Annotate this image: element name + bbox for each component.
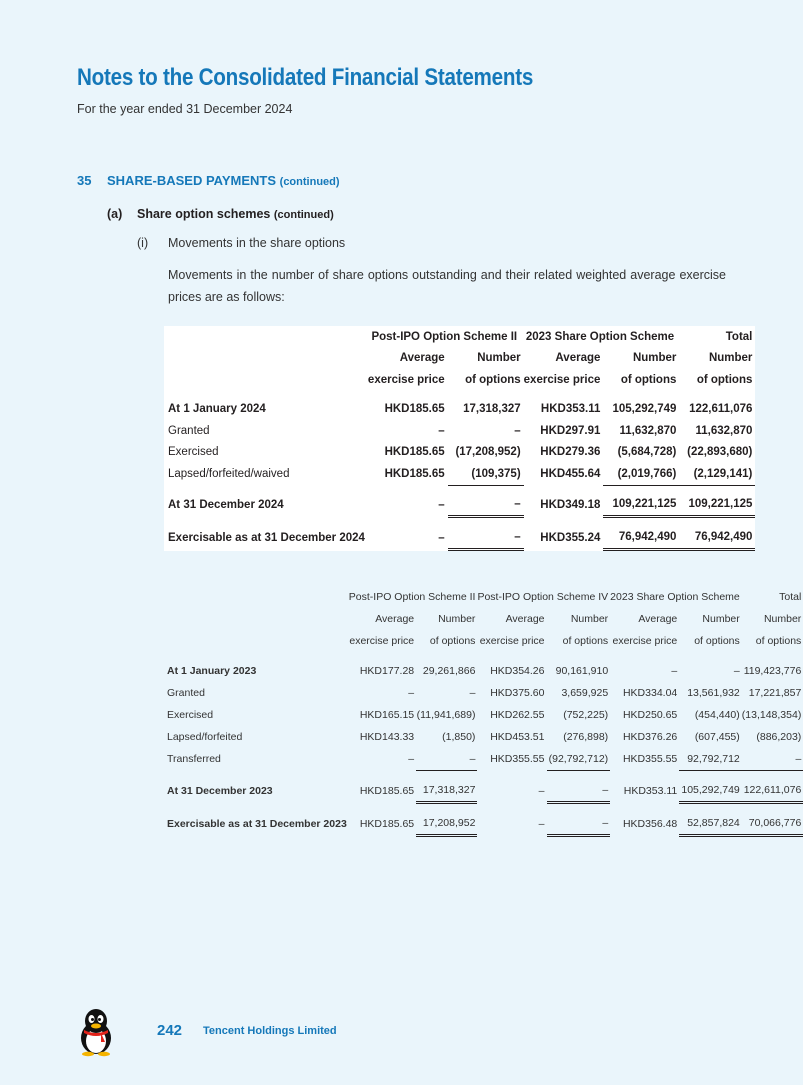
column-header: Number [708,352,753,365]
table-cell: (11,941,689) [416,709,476,721]
table-cell: (276,898) [563,731,609,743]
row-label: At 1 January 2023 [167,665,257,677]
table-cell: (5,684,728) [617,446,677,459]
table-row [164,779,803,803]
table-cell: HKD143.33 [359,731,415,743]
table-cell: HKD185.65 [384,468,445,480]
table-cell: 70,066,776 [742,812,803,836]
table-cell: (752,225) [563,709,609,721]
table-row [164,704,803,726]
column-header: Number [438,613,476,625]
row-label: At 31 December 2023 [167,784,273,797]
row-label: Exercised [167,709,214,721]
table-cell: HKD165.15 [359,709,415,721]
subsection-title [137,207,334,221]
table-cell: – [742,748,803,771]
table-cell: (2,019,766) [603,463,679,485]
table-cell: 11,632,870 [695,424,753,437]
table-row [164,494,755,517]
table-cell: – [438,424,445,437]
table-cell: HKD355.55 [490,753,545,766]
table-cell: – [416,748,477,771]
table-cell: (607,455) [694,731,740,743]
table-cell: – [538,817,545,830]
table-cell: – [547,779,611,803]
table-cell: 11,632,870 [619,424,677,437]
table-row [164,420,755,442]
table-cell: 122,611,076 [689,403,753,416]
table-cell: HKD279.36 [540,446,601,459]
column-header: Number [702,613,740,625]
column-header: of options [620,373,677,386]
row-label: Exercisable as at 31 December 2024 [168,531,365,544]
item-number: (i) [137,236,149,250]
table-cell: HKD375.60 [490,687,545,699]
column-header: of options [694,635,740,647]
table-cell: – [733,665,740,677]
row-label: Transferred [167,753,221,766]
section-title-text: SHARE-BASED PAYMENTS [107,173,277,188]
column-header: Average [638,613,678,625]
table-cell: 17,221,857 [748,687,802,699]
table-cell: – [538,784,545,797]
row-label: Exercised [168,446,219,459]
column-header: exercise price [349,635,415,647]
table-header-group-row [164,586,803,608]
table-cell: 105,292,749 [679,779,742,803]
column-header: of options [696,373,753,386]
table-cell: (2,129,141) [679,463,755,485]
table-row [164,726,803,748]
table-cell: – [469,687,476,699]
table-cell: – [671,665,678,677]
page-number: 242 [157,1022,183,1039]
table-cell: – [448,494,524,517]
column-header: of options [429,635,476,647]
page-subtitle: For the year ended 31 December 2024 [77,102,293,116]
column-header: Average [555,352,601,365]
share-options-table-2024 [164,326,755,551]
row-label: Granted [167,687,205,699]
column-header: exercise price [367,373,445,386]
table-cell: HKD185.65 [359,784,415,797]
table-row [164,526,755,549]
row-label: Lapsed/forfeited/waived [168,468,290,480]
table-cell: 17,318,327 [416,779,477,803]
table-cell: HKD250.65 [622,709,678,721]
table-cell: HKD376.26 [622,731,678,743]
group-header: 2023 Share Option Scheme [525,330,675,343]
table-cell: – [547,812,611,836]
group-header: Post-IPO Option Scheme II [348,591,476,603]
table-header-row [164,369,755,391]
table-cell: HKD355.55 [622,753,678,766]
table-cell: – [438,531,445,544]
table-cell: (17,208,952) [455,446,521,459]
table-cell: – [448,526,524,549]
section-number: 35 [77,173,92,188]
table-cell: HKD297.91 [540,424,601,437]
column-header: exercise price [612,635,678,647]
table-cell: (886,203) [756,731,802,743]
table-cell: (92,792,712) [547,748,611,771]
table-cell: HKD356.48 [622,817,678,830]
table-cell: HKD353.11 [540,403,601,416]
column-header: Average [375,613,415,625]
section-title-suffix: (continued) [279,176,340,188]
table-cell: 119,423,776 [743,665,802,677]
column-header: Average [505,613,545,625]
column-header: exercise price [479,635,545,647]
subsection-number: (a) [107,207,123,221]
table-header-row [164,608,803,630]
table-row [164,442,755,464]
table-cell: (22,893,680) [687,446,753,459]
table-cell: HKD334.04 [622,687,678,699]
table-cell: HKD354.26 [490,665,545,677]
table-cell: 105,292,749 [612,403,677,416]
table-row [164,682,803,704]
table-cell: 52,857,824 [679,812,742,836]
table-cell: (109,375) [448,463,524,485]
row-label: At 31 December 2024 [168,499,284,511]
table-cell: HKD353.11 [623,784,678,797]
group-header: Total [725,330,753,343]
page-title: Notes to the Consolidated Financial Statements [77,64,534,91]
column-header: Average [399,352,445,365]
table-header-group-row [164,326,755,348]
group-header: Post-IPO Option Scheme II [371,330,518,343]
table-cell: 109,221,125 [603,494,679,517]
table-cell: HKD177.28 [359,665,415,677]
table-header-row [164,348,755,370]
group-header: Total [779,591,802,603]
table-cell: – [408,687,415,699]
row-label: Granted [168,424,210,437]
table-cell: HKD349.18 [540,499,601,511]
table-row [164,463,755,485]
subsection-title-suffix: (continued) [273,209,334,221]
table-cell: 92,792,712 [679,748,742,771]
row-label: Exercisable as at 31 December 2023 [167,817,347,830]
table-cell: HKD355.24 [540,531,601,544]
table-cell: 90,161,910 [555,665,609,677]
penguin-icon [76,1008,116,1061]
table-cell: (454,440) [694,709,740,721]
table-cell: (1,850) [442,731,476,743]
table-cell: 13,561,932 [687,687,740,699]
table-cell: 76,942,490 [679,526,755,549]
table-cell: 17,318,327 [463,403,521,416]
column-header: of options [562,635,609,647]
column-header: Number [570,613,609,625]
group-header: Post-IPO Option Scheme IV [477,591,609,603]
table-cell: 17,208,952 [416,812,477,836]
item-title: Movements in the share options [168,236,346,250]
table-row [164,812,803,836]
table-cell: – [514,424,521,437]
column-header: exercise price [523,373,601,386]
subsection-title-text: Share option schemes [137,207,271,221]
table-cell: 76,942,490 [603,526,679,549]
table-header-row [164,630,803,652]
table-cell: 29,261,866 [422,665,476,677]
share-options-table-2023 [164,586,803,837]
table-row [164,399,755,421]
row-label: Lapsed/forfeited [167,731,243,743]
table-cell: HKD262.55 [490,709,545,721]
table-cell: 3,659,925 [561,687,609,699]
table-cell: HKD185.65 [384,403,445,416]
table-cell: HKD453.51 [490,731,545,743]
row-label: At 1 January 2024 [168,403,266,416]
column-header: Number [477,352,521,365]
table-cell: HKD185.65 [359,817,415,830]
column-header: of options [755,635,802,647]
table-row [164,660,803,682]
column-header: Number [632,352,677,365]
table-cell: HKD455.64 [540,468,601,480]
table-cell: HKD185.65 [384,446,445,459]
intro-paragraph: Movements in the number of share options outstanding and their related weighted average exercise prices are as follows: [168,268,726,304]
table-row [164,748,803,771]
table-cell: – [438,499,445,511]
column-header: Number [763,613,802,625]
table-cell: – [408,753,415,766]
section-title [107,173,340,188]
table-cell: (13,148,354) [741,709,802,721]
table-cell: 122,611,076 [742,779,803,803]
column-header: of options [465,373,521,386]
company-name: Tencent Holdings Limited [203,1025,337,1037]
group-header: 2023 Share Option Scheme [610,591,740,603]
table-cell: 109,221,125 [679,494,755,517]
